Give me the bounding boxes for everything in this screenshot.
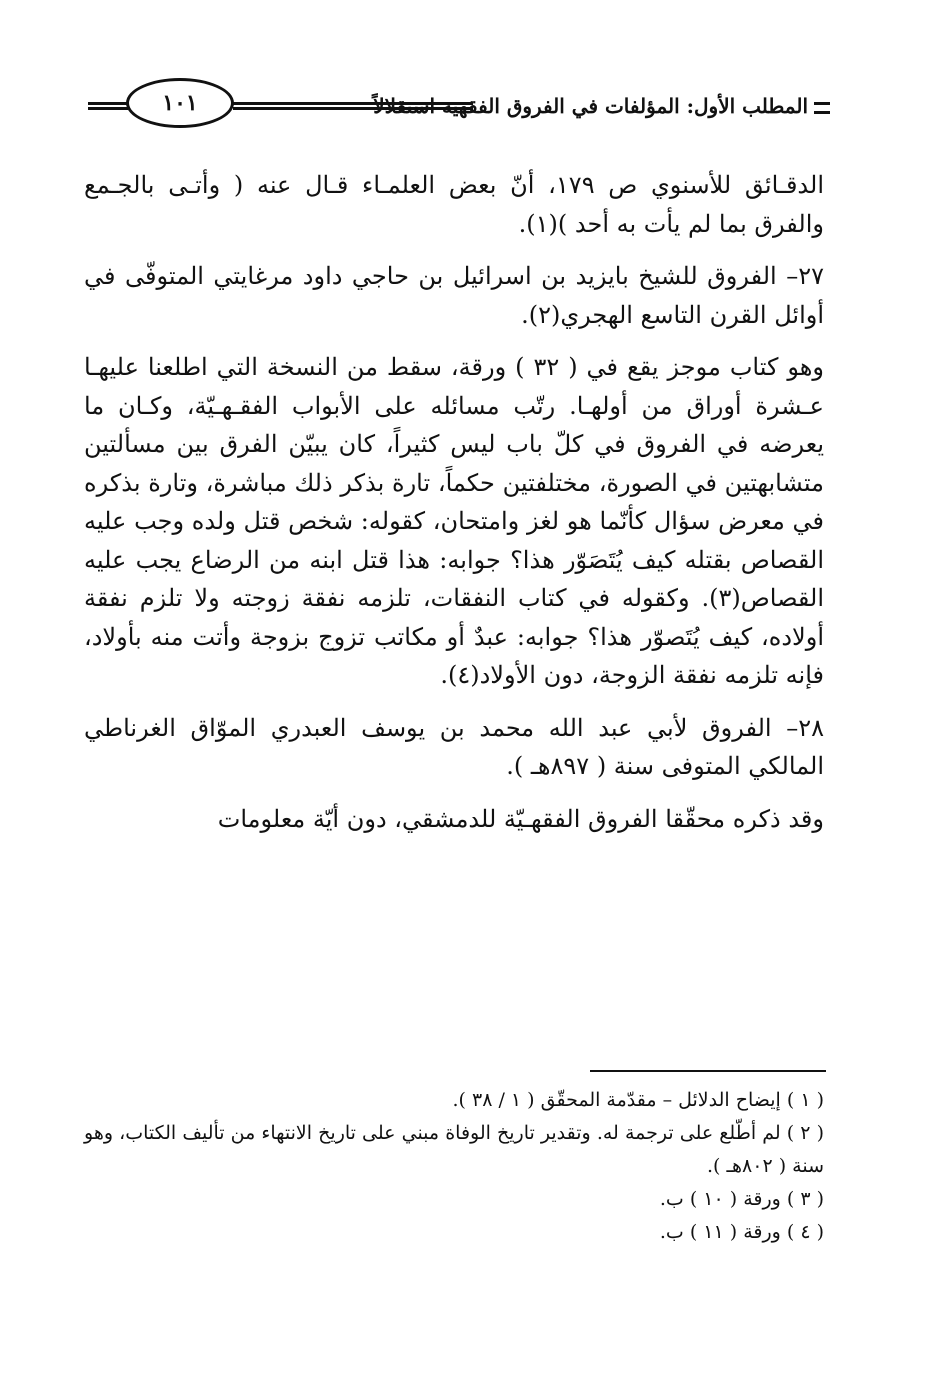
- running-header: [88, 78, 830, 134]
- paragraph: وقد ذكره محقّقا الفروق الفقهـيّة للدمشقي، دون أيّة معلومات: [217, 804, 824, 833]
- paragraph: الدقـائق للأسنوي ص ١٧٩، أنّ بعض العلمـاء قـال عنه ( وأتـى بالجـمع والفرق بما لم يأت به أحد )(١).: [84, 171, 824, 238]
- footnote-divider: [590, 1070, 826, 1072]
- header-title: المطلب الأول: المؤلفات في الفروق الفقهية استقلالاً: [373, 94, 808, 118]
- paragraph: ٢٧– الفروق للشيخ بايزيد بن اسرائيل بن حاجي داود مرغايتي المتوفّى في أوائل القرن التاسع الهجري(٢).: [84, 262, 824, 329]
- paragraph: ٢٨– الفروق لأبي عبد الله محمد بن يوسف العبدري الموّاق الغرناطي المالكي المتوفى سنة ( ٨٩٧هـ ).: [84, 713, 824, 780]
- footnote: ( ١ ) إيضاح الدلائل – مقدّمة المحقّق ( ١ / ٣٨ ).: [452, 1089, 824, 1111]
- header-rule: [233, 102, 473, 110]
- footnote: ( ٢ ) لم أطّلع على ترجمة له. وتقدير تاريخ الوفاة مبني على تاريخ الانتهاء من تأليف الكتاب، وهو سنة ( ٨٠٢هـ ).: [84, 1122, 824, 1177]
- body-text: [84, 166, 824, 852]
- header-marker: [814, 102, 830, 114]
- footnotes: [84, 1084, 824, 1249]
- paragraph: وهو كتاب موجز يقع في ( ٣٢ ) ورقة، سقط من النسخة التي اطلعنا عليهـا عـشرة أوراق من أولهـا. رتّب مسائله على الأبواب الفقـهـيّة، وكـان ما يعرضه في الفروق في كلّ باب ليس كثيراً، كان يبيّن الفرق بين مسألتين متشابهتين في الصورة، مختلفتين حكماً، تارة بذكر ذلك مباشرة، وتارة بذكره في معرض سؤال كأنّما هو لغز وامتحان، كقوله: شخص قتل ولده وجب عليه القصاص بقتله كيف يُتَصَوّر هذا؟ جوابه: هذا قتل ابنه من الرضاع يجب عليه القصاص(٣). وكقوله في كتاب النفقات، تلزمه نفقة زوجته ولا تلزم نفقة أولاده، كيف يُتَصوّر هذا؟ جوابه: عبدٌ أو مكاتب تزوج بزوجة وأتت منه بأولاد، فإنه تلزمه نفقة الزوجة، دون الأولاد(٤).: [84, 353, 825, 689]
- header-rule-left: [88, 102, 128, 110]
- footnote: ( ٣ ) ورقة ( ١٠ ) ب.: [659, 1188, 824, 1210]
- footnote: ( ٤ ) ورقة ( ١١ ) ب.: [659, 1221, 824, 1243]
- page-number: ١٠١: [126, 78, 234, 128]
